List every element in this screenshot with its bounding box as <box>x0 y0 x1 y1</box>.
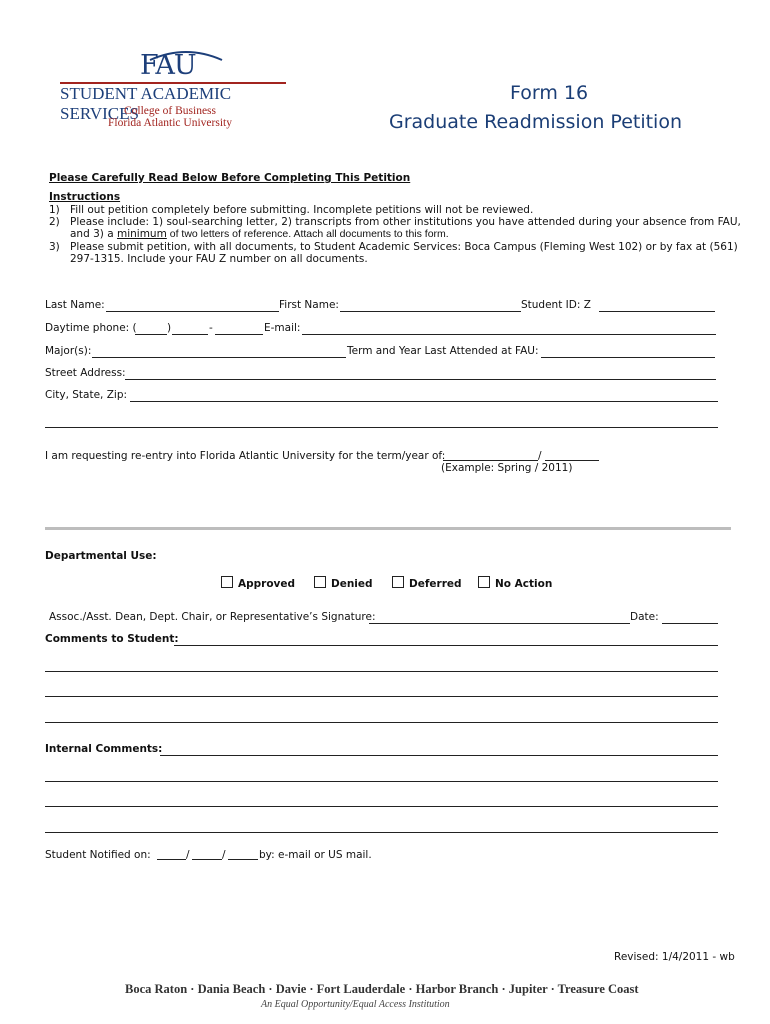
reentry-example: (Example: Spring / 2011) <box>441 462 573 474</box>
logo-wordmark: FAU <box>140 50 196 81</box>
email-field[interactable] <box>302 334 716 335</box>
no-action-option[interactable]: No Action <box>478 576 552 590</box>
city-field[interactable] <box>130 401 718 402</box>
logo-org-name: STUDENT ACADEMIC SERVICES <box>60 84 232 123</box>
student-id-label: Student ID: Z <box>521 299 591 311</box>
city-label: City, State, Zip: <box>45 389 128 401</box>
form-number: Form 16 <box>510 82 589 104</box>
deferred-option[interactable]: Deferred <box>392 576 462 590</box>
phone-number-field[interactable] <box>215 334 263 335</box>
reentry-text: I am requesting re-entry into Florida Atlantic University for the term/year of: <box>45 450 446 462</box>
phone-dash: - <box>209 322 213 334</box>
comments-label: Comments to Student: <box>45 633 179 645</box>
notified-month-field[interactable] <box>157 859 186 860</box>
signature-label: Assoc./Asst. Dean, Dept. Chair, or Representative’s Signature: <box>49 611 376 623</box>
signature-field[interactable] <box>369 623 630 624</box>
phone-label: Daytime phone: ( <box>45 322 137 334</box>
comments-field[interactable] <box>174 645 718 646</box>
notified-year-field[interactable] <box>228 859 258 860</box>
instructions-heading: Instructions <box>49 191 121 203</box>
notified-method: by: e-mail or US mail. <box>259 849 372 861</box>
form-title: Graduate Readmission Petition <box>389 111 683 133</box>
last-name-field[interactable] <box>106 311 279 312</box>
date-field[interactable] <box>662 623 718 624</box>
city-field-extra[interactable] <box>45 427 718 428</box>
street-field[interactable] <box>125 379 716 380</box>
student-id-field[interactable] <box>599 311 715 312</box>
instruction-item: 3) Please submit petition, with all documents, to Student Academic Services: Boca Campus (Fleming West 102) or by fax at (561) 297-1315. Include your FAU Z number on all documents. <box>49 241 738 265</box>
logo-college: College of Business <box>124 105 216 117</box>
internal-comments-field[interactable] <box>160 755 718 756</box>
instruction-item: 1) Fill out petition completely before submitting. Incomplete petitions will not be reviewed. <box>49 204 534 216</box>
section-divider <box>45 527 731 530</box>
internal-comments-field[interactable] <box>45 832 718 833</box>
notice: Please Carefully Read Below Before Completing This Petition <box>49 172 411 184</box>
term-label: Term and Year Last Attended at FAU: <box>347 345 539 357</box>
date-label: Date: <box>630 611 659 623</box>
approved-option[interactable]: Approved <box>221 576 295 590</box>
comments-field[interactable] <box>45 722 718 723</box>
notified-slash: / <box>186 849 190 861</box>
phone-area-field[interactable] <box>135 334 167 335</box>
fau-logo <box>60 48 290 130</box>
reentry-year-field[interactable] <box>545 460 599 461</box>
notified-day-field[interactable] <box>192 859 222 860</box>
term-field[interactable] <box>541 357 715 358</box>
last-name-label: Last Name: <box>45 299 105 311</box>
instruction-item: 2) Please include: 1) soul-searching letter, 2) transcripts from other institutions you have attended during your absence from FAU, and 3) a minimum of two letters of reference. Attach all documents to this form. <box>49 216 741 240</box>
major-field[interactable] <box>92 357 346 358</box>
email-label: E-mail: <box>264 322 301 334</box>
comments-field[interactable] <box>45 671 718 672</box>
departmental-heading: Departmental Use: <box>45 550 157 562</box>
internal-comments-label: Internal Comments: <box>45 743 163 755</box>
phone-prefix-field[interactable] <box>172 334 208 335</box>
first-name-label: First Name: <box>279 299 339 311</box>
notified-label: Student Notified on: <box>45 849 151 861</box>
internal-comments-field[interactable] <box>45 806 718 807</box>
reentry-slash: / <box>538 450 542 462</box>
first-name-field[interactable] <box>340 311 521 312</box>
denied-option[interactable]: Denied <box>314 576 373 590</box>
street-label: Street Address: <box>45 367 126 379</box>
checkbox-icon[interactable] <box>314 576 326 588</box>
checkbox-icon[interactable] <box>478 576 490 588</box>
tagline: An Equal Opportunity/Equal Access Institution <box>261 999 450 1010</box>
checkbox-icon[interactable] <box>392 576 404 588</box>
major-label: Major(s): <box>45 345 92 357</box>
comments-field[interactable] <box>45 696 718 697</box>
logo-university: Florida Atlantic University <box>108 117 232 129</box>
campus-list: Boca Raton · Dania Beach · Davie · Fort Lauderdale · Harbor Branch · Jupiter · Treasure Coast <box>125 982 639 996</box>
checkbox-icon[interactable] <box>221 576 233 588</box>
phone-paren: ) <box>167 322 172 334</box>
notified-slash: / <box>222 849 226 861</box>
reentry-term-field[interactable] <box>443 460 538 461</box>
internal-comments-field[interactable] <box>45 781 718 782</box>
revised-date: Revised: 1/4/2011 - wb <box>614 951 735 963</box>
